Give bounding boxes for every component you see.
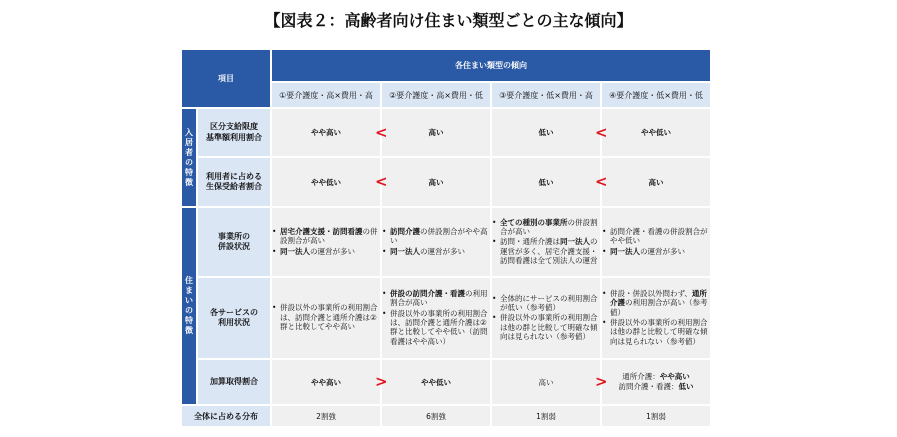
bullet-item: • 併設以外の事業所の利用割合は、訪問介護と通所介護は②群と比較してやや低い（訪問看護はやや高い） — [382, 309, 490, 347]
section-residents — [182, 109, 196, 206]
service-cell-2 — [382, 278, 490, 358]
housing-type-table — [180, 48, 712, 428]
bullet-item: • 訪問介護の併設割合がやや高い — [382, 227, 490, 246]
comparator-greater-icon: > — [375, 372, 388, 391]
figure-title: 【図表２：高齢者向け住まい類型ごとの主な傾向】 — [264, 11, 633, 30]
column-header-1: ①要介護度・高×費用・高 — [272, 83, 380, 107]
row-label-seiho: 利用者に占める 生保受給者割合 — [198, 158, 270, 206]
bullet-item: • 訪問・通所介護は同一法人の運営が多く、居宅介護支援・訪問看護は全て別法人の運営 — [492, 237, 600, 265]
column-header-4: ④要介護度・低×費用・低 — [602, 83, 710, 107]
column-header-2: ②要介護度・高×費用・低 — [382, 83, 490, 107]
comparator-less-icon: < — [595, 172, 608, 191]
row-label-service: 各サービスの 利用状況 — [198, 278, 270, 358]
seiho-cell-3: 低い — [492, 158, 600, 206]
kubun-cell-1: やや高い — [272, 109, 380, 156]
bullet-item: • 全ての種別の事業所の併設割合が高い — [492, 218, 600, 237]
kubun-cell-2: < 高い — [382, 109, 490, 156]
bullet-item: • 併設以外の事業所の利用割合は他の群と比較して明確な傾向は見られない（参考値） — [492, 313, 600, 341]
item-header: 項目 — [182, 50, 270, 107]
bullet-item: • 居宅介護支援・訪問看護の併設割合が高い — [272, 227, 380, 246]
kasan-cell-3: 高い — [492, 360, 600, 404]
comparator-less-icon: < — [375, 123, 388, 141]
kasan-cell-4: > 通所介護：やや高い 訪問介護・看護：低い — [602, 360, 710, 404]
seiho-cell-1: やや低い — [272, 158, 380, 206]
row-label-kubun: 区分支給限度 基準額利用割合 — [198, 109, 270, 156]
service-cell-4 — [602, 278, 710, 358]
bullet-item: • 併設以外の事業所の利用割合は他の群と比較して明確な傾向は見られない（参考値） — [602, 318, 710, 346]
share-cell-3: 1割弱 — [492, 406, 600, 426]
section-housing — [182, 208, 196, 404]
share-cell-4: 1割弱 — [602, 406, 710, 426]
comparator-less-icon: < — [595, 123, 608, 141]
bullet-item: • 同一法人の運営が多い — [272, 247, 380, 256]
kasan-cell-1: やや高い — [272, 360, 380, 404]
section-residents-text: 入 居 者 の 特 徴 — [185, 127, 193, 187]
kubun-cell-4: < やや低い — [602, 109, 710, 156]
bullet-item: • 訪問介護・看護の併設割合がやや低い — [602, 227, 710, 246]
bullet-item: • 併設以外の事業所の利用割合は、訪問介護と通所介護は②群と比較してやや高い — [272, 303, 380, 331]
row-label-kasan: 加算取得割合 — [198, 360, 270, 404]
bullet-item: • 併設・併設以外問わず、通所介護の利用割合が高い（参考値） — [602, 289, 710, 317]
row-label-share: 全体に占める分布 — [182, 406, 270, 426]
bullet-item: • 全体的にサービスの利用割合が低い（参考値） — [492, 294, 600, 313]
group-header: 各住まい類型の傾向 — [272, 50, 710, 81]
jigyosho-cell-2 — [382, 208, 490, 276]
share-cell-1: 2割強 — [272, 406, 380, 426]
bullet-item: • 同一法人の運営が多い — [602, 247, 710, 256]
kasan-cell-2: > やや低い — [382, 360, 490, 404]
section-housing-text: 住 ま い の 特 徴 — [185, 276, 193, 335]
row-label-jigyosho: 事業所の 併設状況 — [198, 208, 270, 276]
jigyosho-cell-1 — [272, 208, 380, 276]
jigyosho-cell-4 — [602, 208, 710, 276]
bullet-item: • 併設の訪問介護・看護の利用割合が高い — [382, 289, 490, 308]
service-cell-1 — [272, 278, 380, 358]
jigyosho-cell-3 — [492, 208, 600, 276]
share-cell-2: 6割強 — [382, 406, 490, 426]
comparator-less-icon: < — [375, 172, 388, 191]
comparator-greater-icon: > — [595, 372, 608, 391]
service-cell-3 — [492, 278, 600, 358]
bullet-item: • 同一法人の運営が多い — [382, 247, 490, 256]
seiho-cell-2: < 高い — [382, 158, 490, 206]
column-header-3: ③要介護度・低×費用・高 — [492, 83, 600, 107]
seiho-cell-4: < 高い — [602, 158, 710, 206]
kubun-cell-3: 低い — [492, 109, 600, 156]
